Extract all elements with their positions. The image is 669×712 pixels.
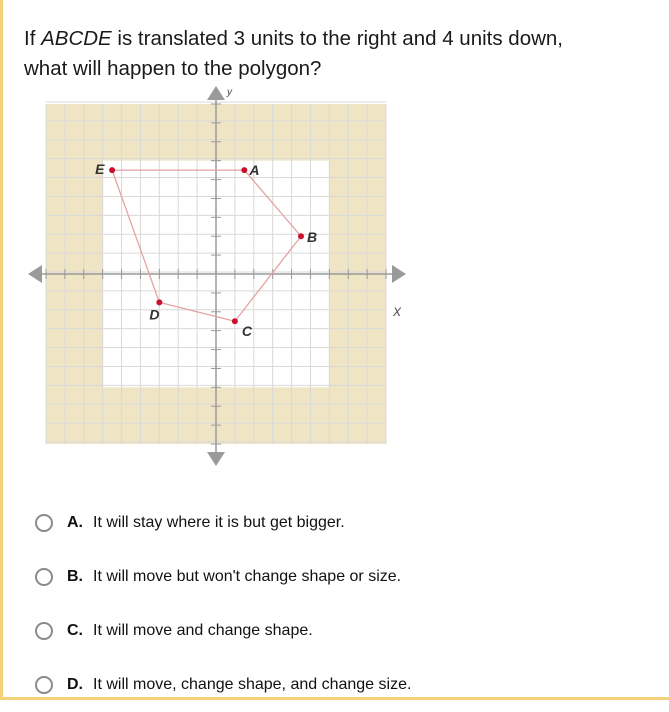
choice-letter-b: B. [67, 568, 83, 585]
choice-letter-c: C. [67, 622, 83, 639]
question-line-1 [24, 24, 664, 54]
choice-text-d: It will move, change shape, and change size. [93, 676, 412, 693]
choice-letter-a: A. [67, 514, 83, 531]
y-axis-label: y [227, 87, 232, 98]
point-label-a: A [249, 162, 260, 179]
point-b [298, 233, 304, 239]
choice-a[interactable] [30, 496, 650, 550]
choice-b[interactable] [30, 550, 650, 604]
x-axis-right-arrow [392, 265, 406, 283]
coordinate-graph [28, 84, 408, 474]
point-label-c: C [241, 323, 253, 340]
question-text [24, 24, 664, 84]
choice-text-c: It will move and change shape. [93, 622, 313, 639]
answer-choices [30, 496, 650, 712]
choice-d[interactable] [30, 658, 650, 712]
y-axis-up-arrow [207, 86, 225, 100]
question-suffix: is translated 3 units to the right and 4 units down, [111, 27, 564, 50]
point-a [241, 167, 247, 173]
radio-button-c[interactable] [35, 622, 53, 640]
question-line-2: what will happen to the polygon? [24, 57, 322, 80]
radio-button-d[interactable] [35, 676, 53, 694]
choice-letter-d: D. [67, 676, 83, 693]
question-prefix: If [24, 27, 42, 50]
radio-button-a[interactable] [35, 514, 53, 532]
x-axis-label: X [393, 305, 402, 319]
point-label-e: E [95, 161, 105, 178]
choice-text-b: It will move but won't change shape or size. [93, 568, 402, 585]
choice-text-a: It will stay where it is but get bigger. [93, 514, 345, 531]
point-label-d: D [149, 306, 160, 323]
point-d [156, 299, 162, 305]
polygon-name: ABCDE [41, 27, 112, 50]
radio-button-b[interactable] [35, 568, 53, 586]
point-e [109, 167, 115, 173]
x-axis-left-arrow [28, 265, 42, 283]
graph-canvas [28, 84, 408, 469]
left-accent-bar [0, 0, 3, 700]
point-c [232, 318, 238, 324]
y-axis-down-arrow [207, 452, 225, 466]
choice-c[interactable] [30, 604, 650, 658]
point-label-b: B [307, 229, 318, 246]
